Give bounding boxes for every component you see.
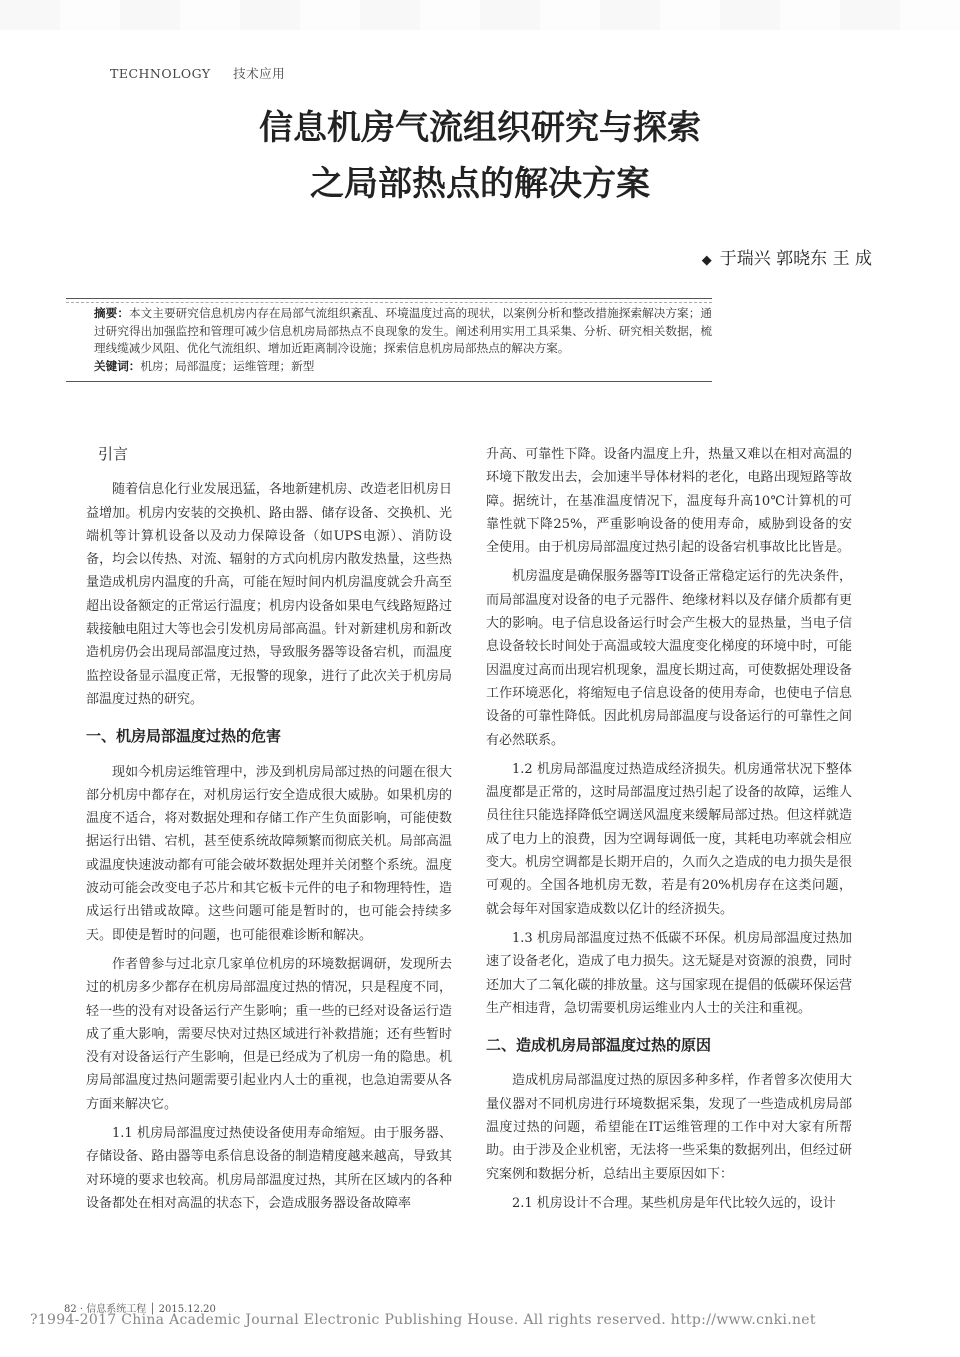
paragraph: 造成机房局部温度过热的原因多种多样，作者曾多次使用大量仪器对不同机房进行环境数据采集，发现了一些造成机房局部温度过热的问题，希望能在IT运维管理的工作中对大家有所帮助。由于涉及企业机密，无法将一些采集的数据列出，但经过研究案例和数据分析，总结出主要原因如下： — [486, 1073, 852, 1182]
paragraph: 1.2 机房局部温度过热造成经济损失。机房通常状况下整体温度都是正常的，这时局部温度过热引起了设备的故障，运维人员往往只能选择降低空调送风温度来缓解局部过热。但这样就造成了电力上的浪费，因为空调每调低一度，其耗电功率就会相应变大。机房空调都是长期开启的，久而久之造成的电力损失是很可观的。全国各地机房无数，若是有20%机房存在这类问题，就会每年对国家造成数以亿计的经济损失。 — [486, 761, 852, 917]
keywords-text: 机房；局部温度；运维管理；新型 — [140, 358, 315, 373]
paragraph: 现如今机房运维管理中，涉及到机房局部过热的问题在很大部分机房中都存在，对机房运行安全造成很大威胁。如果机房的温度不适合，将对数据处理和存储工作产生负面影响，可能使数据运行出错、宕机，甚至使系统故障频繁而彻底关机。局部高温或温度快速波动都有可能会破坏数据处理并关闭整个系统。温度波动可能会改变电子芯片和其它板卡元件的电子和物理特性，造成运行出错或故障。这些问题可能是暂时的，也可能会持续多天。即使是暂时的问题，也可能很难诊断和解决。 — [86, 764, 452, 943]
paragraph: 机房温度是确保服务器等IT设备正常稳定运行的先决条件，而局部温度对设备的电子元器件、绝缘材料以及存储介质都有更大的影响。电子信息设备运行时会产生极大的显热量，当电子信息设备较长时间处于高温或较大温度变化梯度的环境中时，可能因温度过高而出现宕机现象，温度长期过高，可使数据处理设备工作环境恶化，将缩短电子信息设备的使用寿命，也使电子信息设备的可靠性降低。因此机房局部温度与设备运行的可靠性之间有必然联系。 — [486, 569, 852, 748]
top-watermark-strip — [0, 0, 960, 30]
authors — [702, 244, 872, 269]
heading-section-2: 二、造成机房局部温度过热的原因 — [486, 1036, 712, 1055]
abstract-text: 本文主要研究信息机房内存在局部气流组织紊乱、环境温度过高的现状，以案例分析和整改措施探索解决方案；通过研究得出加强监控和管理可减少信息机房局部热点不良现象的发生。阐述利用实用工具采集、分析、研究相关数据，梳理线缆减少风阻、优化气流组织、增加近距离制冷设施；探索信息机房局部热点的解决方案。 — [94, 306, 712, 355]
author-names: 于瑞兴 郭晓东 王 成 — [719, 249, 872, 269]
keywords-label: 关键词： — [94, 358, 141, 373]
title-line-1: 信息机房气流组织研究与探索 — [259, 108, 701, 148]
abstract-divider — [66, 302, 712, 303]
abstract — [94, 305, 712, 358]
paragraph: 升高、可靠性下降。设备内温度上升，热量又难以在相对高温的环境下散发出去，会加速半导体材料的老化，电路出现短路等故障。据统计，在基准温度情况下，温度每升高10℃计算机的可靠性就下降25%，严重影响设备的使用寿命，威胁到设备的安全使用。由于机房局部温度过热引起的设备宕机事故比比皆是。 — [486, 447, 852, 556]
right-column — [486, 443, 852, 1221]
copyright-notice: ?1994-2017 China Academic Journal Electronic Publishing House. All rights reserved. http://www.cnki.net — [30, 1312, 816, 1328]
paragraph: 2.1 机房设计不合理。某些机房是年代比较久远的，设计 — [512, 1195, 836, 1211]
abstract-box — [66, 298, 712, 382]
paragraph: 1.1 机房局部温度过热使设备使用寿命缩短。由于服务器、存储设备、路由器等电系信息设备的制造精度越来越高，导致其对环境的要求也较高。机房局部温度过热，其所在区域内的各种设备都处在相对高温的状态下，会造成服务器设备故障率 — [86, 1126, 452, 1211]
section-tag — [110, 64, 285, 82]
heading-intro: 引言 — [98, 445, 129, 463]
article-title — [0, 100, 960, 212]
paragraph: 随着信息化行业发展迅猛，各地新建机房、改造老旧机房日益增加。机房内安装的交换机、路由器、储存设备、交换机、光端机等计算机设备以及动力保障设备（如UPS电源）、消防设备，均会以传热、对流、辐射的方式向机房内散发热量，这些热量造成机房内温度的升高，可能在短时间内机房温度就会升高至超出设备额定的正常运行温度；机房内设备如果电气线路短路过载接触电阻过大等也会引发机房局部高温。针对新建机房和新改造机房仍会出现局部温度过热，导致服务器等设备宕机，而温度监控设备显示温度正常，无报警的现象，进行了此次关于机房局部温度过热的研究。 — [86, 482, 452, 707]
left-column — [86, 443, 452, 1221]
keywords — [94, 358, 712, 376]
paragraph: 1.3 机房局部温度过热不低碳不环保。机房局部温度过热加速了设备老化，造成了电力损失。这无疑是对资源的浪费，同时还加大了二氧化碳的排放量。这与国家现在提倡的低碳环保运营生产相违背，急切需要机房运维业内人士的关注和重视。 — [486, 930, 852, 1016]
title-line-2: 之局部热点的解决方案 — [310, 164, 650, 204]
paragraph: 作者曾参与过北京几家单位机房的环境数据调研，发现所去过的机房多少都存在机房局部温度过热的情况，只是程度不同，轻一些的没有对设备运行产生影响；重一些的已经对设备运行造成了重大影响，需要尽快对过热区域进行补救措施；还有些暂时没有对设备运行产生影响，但是已经成为了机房一角的隐患。机房局部温度过热问题需要引起业内人士的重视，也急迫需要从各方面来解决它。 — [86, 956, 452, 1112]
section-tag-en: TECHNOLOGY — [110, 66, 211, 81]
section-tag-zh: 技术应用 — [233, 66, 286, 81]
heading-section-1: 一、机房局部温度过热的危害 — [86, 727, 282, 746]
abstract-label: 摘要： — [94, 306, 129, 320]
diamond-icon: ◆ — [701, 253, 712, 268]
page-footer: 82 · 信息系统工程 │ 2015.12.20 — [64, 1304, 216, 1315]
